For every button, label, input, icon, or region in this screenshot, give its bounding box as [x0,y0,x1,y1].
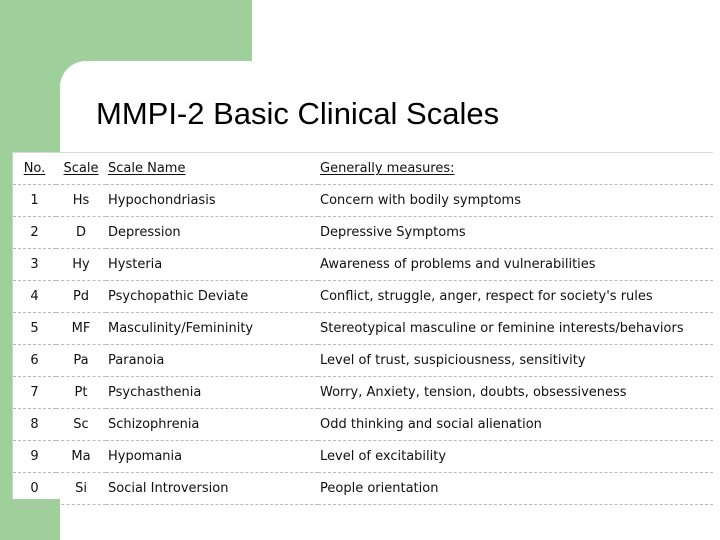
row-measures: Awareness of problems and vulnerabilities [320,257,596,272]
header-measures: Generally measures: [320,161,455,176]
row-scale-name: Psychopathic Deviate [108,289,249,304]
table-row [13,473,713,505]
header-no: No. [23,161,46,176]
row-no: 4 [30,289,39,304]
row-scale-name: Depression [108,225,181,240]
row-no: 9 [30,449,39,464]
row-scale: D [75,225,86,240]
row-no: 3 [30,257,39,272]
row-scale: Hy [72,257,90,272]
table-row [13,313,713,345]
header-scale-name: Scale Name [108,161,186,176]
table-row [13,185,713,217]
table-row [13,281,713,313]
table-row [13,345,713,377]
row-scale: Pd [72,289,90,304]
row-no: 6 [30,353,39,368]
row-scale: Pt [74,385,88,400]
scales-table [13,153,713,505]
row-scale-name: Masculinity/Femininity [108,321,254,336]
scales-table-container [12,152,713,499]
row-scale-name: Hypomania [108,449,183,464]
row-no: 8 [30,417,39,432]
row-measures: Worry, Anxiety, tension, doubts, obsessiveness [320,385,627,400]
row-measures: Level of excitability [320,449,447,464]
table-header-row [13,153,713,185]
row-no: 2 [30,225,39,240]
row-scale: Ma [71,449,91,464]
row-no: 0 [30,481,39,496]
row-measures: Level of trust, suspiciousness, sensitivity [320,353,586,368]
row-measures: Depressive Symptoms [320,225,466,240]
row-no: 1 [30,193,39,208]
row-scale-name: Social Introversion [108,481,229,496]
row-scale: Sc [73,417,89,432]
table-body [13,185,713,505]
row-measures: Stereotypical masculine or feminine interests/behaviors [320,321,684,336]
table-row [13,217,713,249]
row-scale-name: Psychasthenia [108,385,202,400]
table-row [13,377,713,409]
row-scale-name: Schizophrenia [108,417,200,432]
row-measures: Conflict, struggle, anger, respect for society's rules [320,289,653,304]
row-scale-name: Hysteria [108,257,163,272]
table-row [13,441,713,473]
row-no: 5 [30,321,39,336]
row-scale: MF [71,321,91,336]
row-scale: Si [75,481,87,496]
row-measures: People orientation [320,481,439,496]
row-no: 7 [30,385,39,400]
row-scale-name: Paranoia [108,353,165,368]
row-measures: Concern with bodily symptoms [320,193,521,208]
page-title: MMPI-2 Basic Clinical Scales [96,96,500,131]
header-scale: Scale [63,161,99,176]
table-row [13,249,713,281]
row-measures: Odd thinking and social alienation [320,417,542,432]
row-scale: Pa [73,353,89,368]
table-row [13,409,713,441]
row-scale: Hs [72,193,90,208]
row-scale-name: Hypochondriasis [108,193,216,208]
